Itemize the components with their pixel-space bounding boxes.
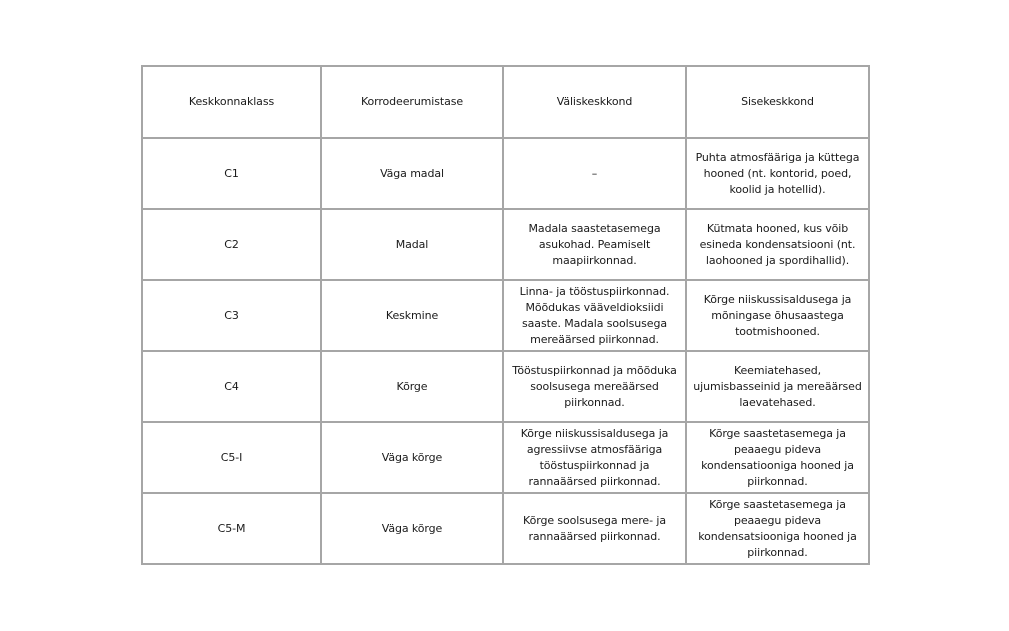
table-cell: Väga kõrge [321, 422, 503, 493]
table-cell: Kõrge saastetasemega ja peaaegu pideva kondensatiooniga hooned ja piirkonnad. [686, 422, 869, 493]
table-cell: C3 [142, 280, 321, 351]
table-cell: Puhta atmosfääriga ja küttega hooned (nt. kontorid, poed, koolid ja hotellid). [686, 138, 869, 209]
column-header-keskkonnaklass: Keskkonnaklass [142, 66, 321, 138]
header-row [142, 66, 869, 138]
table-cell: – [503, 138, 686, 209]
table-cell: C2 [142, 209, 321, 280]
table-cell: C5-I [142, 422, 321, 493]
table-cell: Kõrge [321, 351, 503, 422]
table-cell: Keemiatehased, ujumisbasseinid ja mereäärsed laevatehased. [686, 351, 869, 422]
table-cell: Kõrge niiskussisaldusega ja agressiivse atmosfääriga tööstuspiirkonnad ja rannaäärsed piirkonnad. [503, 422, 686, 493]
table-row [142, 138, 869, 209]
table-cell: C4 [142, 351, 321, 422]
column-header-valiskeskkond: Väliskeskkond [503, 66, 686, 138]
table-row [142, 280, 869, 351]
table-row [142, 493, 869, 564]
table-cell: Kõrge niiskussisaldusega ja mõningase õhusaastega tootmishooned. [686, 280, 869, 351]
column-header-sisekeskkond: Sisekeskkond [686, 66, 869, 138]
table-cell: Kütmata hooned, kus võib esineda kondensatsiooni (nt. laohooned ja spordihallid). [686, 209, 869, 280]
column-header-korrodeerumistase: Korrodeerumistase [321, 66, 503, 138]
table-body [142, 138, 869, 564]
table-cell: Väga madal [321, 138, 503, 209]
table-cell: Kõrge saastetasemega ja peaaegu pideva kondensatsiooniga hooned ja piirkonnad. [686, 493, 869, 564]
table-cell: Linna- ja tööstuspiirkonnad. Mõõdukas vääveldioksiidi saaste. Madala soolsusega mereäärsed piirkonnad. [503, 280, 686, 351]
table-row [142, 351, 869, 422]
table-cell: Madala saastetasemega asukohad. Peamiselt maapiirkonnad. [503, 209, 686, 280]
table-cell: Tööstuspiirkonnad ja mõõduka soolsusega mereäärsed piirkonnad. [503, 351, 686, 422]
table-cell: Kõrge soolsusega mere- ja rannaäärsed piirkonnad. [503, 493, 686, 564]
table-cell: C1 [142, 138, 321, 209]
table-cell: Madal [321, 209, 503, 280]
table-cell: Väga kõrge [321, 493, 503, 564]
corrosion-class-table [141, 65, 870, 565]
table-row [142, 209, 869, 280]
table-row [142, 422, 869, 493]
table-cell: Keskmine [321, 280, 503, 351]
table-cell: C5-M [142, 493, 321, 564]
